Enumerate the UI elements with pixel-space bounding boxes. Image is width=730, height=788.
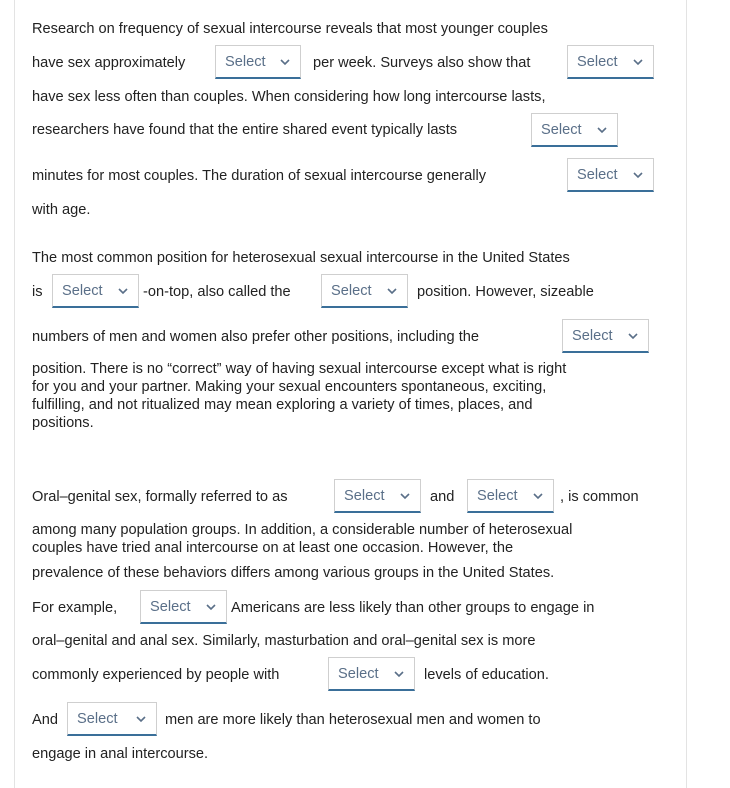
- p2-line3: numbers of men and women also prefer other positions, including the: [32, 329, 479, 345]
- p3-line1-mid: and: [430, 489, 455, 505]
- select-dropdown-oral-term-2[interactable]: [467, 479, 554, 513]
- p3-line3: couples have tried anal intercourse on at least one occasion. However, the: [32, 540, 514, 556]
- p2-line7: positions.: [32, 415, 94, 431]
- select-dropdown-frequency[interactable]: [215, 45, 301, 79]
- p1-line1: Research on frequency of sexual intercourse reveals that most younger couples: [32, 21, 548, 37]
- chevron-down-icon: [386, 285, 398, 297]
- p3-line5-end: Americans are less likely than other groups to engage in: [231, 600, 595, 616]
- p3-line8-end: men are more likely than heterosexual men and women to: [165, 712, 541, 728]
- chevron-down-icon: [279, 56, 291, 68]
- select-dropdown-position-name[interactable]: [321, 274, 408, 308]
- select-dropdown-duration[interactable]: [531, 113, 618, 147]
- select-dropdown-group-less-often[interactable]: [567, 45, 654, 79]
- select-label: Select: [150, 599, 191, 615]
- p1-line3: have sex less often than couples. When considering how long intercourse lasts,: [32, 89, 546, 105]
- p1-line6: with age.: [32, 202, 91, 218]
- select-dropdown-position-top[interactable]: [52, 274, 139, 308]
- select-label: Select: [577, 167, 618, 183]
- select-label: Select: [338, 666, 379, 682]
- select-label: Select: [541, 122, 582, 138]
- p1-line5: minutes for most couples. The duration of sexual intercourse generally: [32, 168, 486, 184]
- p2-line5: for you and your partner. Making your sexual encounters spontaneous, exciting,: [32, 379, 547, 395]
- chevron-down-icon: [632, 169, 644, 181]
- p3-line2: among many population groups. In addition, a considerable number of heterosexual: [32, 522, 573, 538]
- p2-line4: position. There is no “correct” way of having sexual intercourse except what is right: [32, 361, 567, 377]
- select-label: Select: [577, 54, 618, 70]
- chevron-down-icon: [205, 601, 217, 613]
- select-label: Select: [572, 328, 613, 344]
- p2-line2-start: is: [32, 284, 43, 300]
- p3-line1-start: Oral–genital sex, formally referred to as: [32, 489, 288, 505]
- chevron-down-icon: [399, 490, 411, 502]
- select-dropdown-oral-term-1[interactable]: [334, 479, 421, 513]
- p3-line7-end: levels of education.: [424, 667, 549, 683]
- p1-line2-mid: per week. Surveys also show that: [313, 55, 531, 71]
- p2-line2-end: position. However, sizeable: [417, 284, 594, 300]
- p2-line2-mid: -on-top, also called the: [143, 284, 291, 300]
- chevron-down-icon: [632, 56, 644, 68]
- select-dropdown-men-group[interactable]: [67, 702, 157, 736]
- select-label: Select: [331, 283, 372, 299]
- select-label: Select: [344, 488, 385, 504]
- select-label: Select: [77, 711, 118, 727]
- chevron-down-icon: [532, 490, 544, 502]
- chevron-down-icon: [596, 124, 608, 136]
- p3-line9: engage in anal intercourse.: [32, 746, 209, 762]
- p2-line1: The most common position for heterosexual sexual intercourse in the United States: [32, 250, 570, 266]
- select-dropdown-ethnic-group[interactable]: [140, 590, 227, 624]
- select-dropdown-duration-change[interactable]: [567, 158, 654, 192]
- p3-line1-end: , is common: [560, 489, 639, 505]
- p3-line7-start: commonly experienced by people with: [32, 667, 280, 683]
- chevron-down-icon: [627, 330, 639, 342]
- select-dropdown-other-position[interactable]: [562, 319, 649, 353]
- select-label: Select: [62, 283, 103, 299]
- select-label: Select: [477, 488, 518, 504]
- p3-line5-start: For example,: [32, 600, 118, 616]
- chevron-down-icon: [393, 668, 405, 680]
- select-dropdown-education-level[interactable]: [328, 657, 415, 691]
- p2-line6: fulfilling, and not ritualized may mean exploring a variety of times, places, and: [32, 397, 533, 413]
- chevron-down-icon: [135, 713, 147, 725]
- p3-line4: prevalence of these behaviors differs among various groups in the United States.: [32, 565, 555, 581]
- select-label: Select: [225, 54, 266, 70]
- p1-line4: researchers have found that the entire shared event typically lasts: [32, 122, 458, 138]
- p3-line8-start: And: [32, 712, 58, 728]
- p3-line6: oral–genital and anal sex. Similarly, masturbation and oral–genital sex is more: [32, 633, 536, 649]
- chevron-down-icon: [117, 285, 129, 297]
- p1-line2-start: have sex approximately: [32, 55, 186, 71]
